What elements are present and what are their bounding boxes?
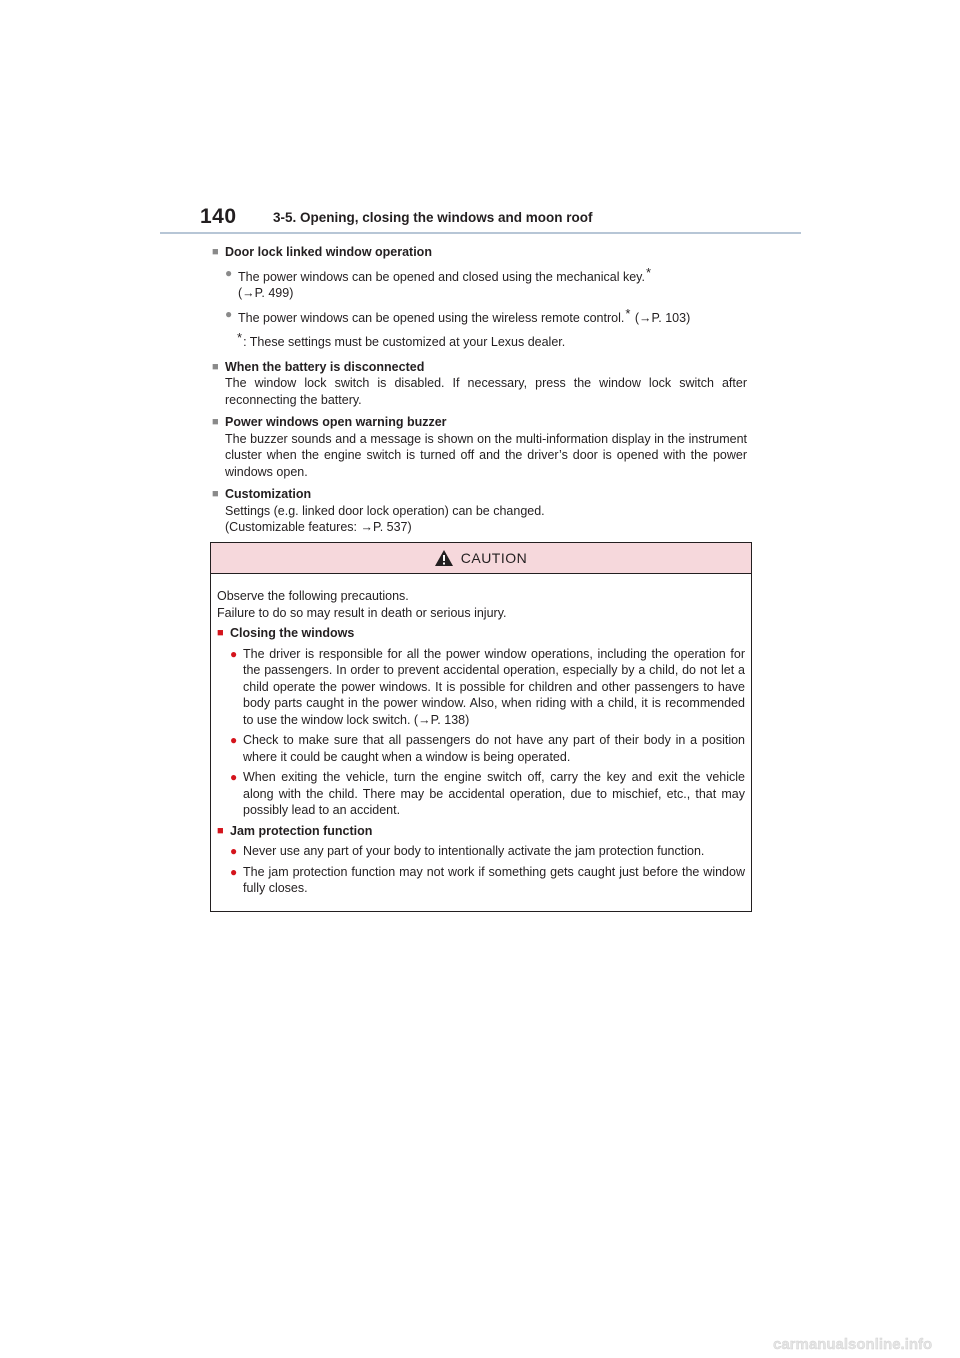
watermark-text: carmanualsonline.info: [773, 1336, 933, 1353]
caution-heading: ■ Closing the windows: [217, 626, 355, 640]
caution-intro: Observe the following precautions. Failure to do so may result in death or serious injury.: [217, 589, 507, 620]
list-item: ● The driver is responsible for all the power window operations, including the operation for the passengers. In order to prevent accidental operation, especially by a child, do not let a child operate the power windows. It is possible for children and other passengers to have body parts caught in the power window. Also, when riding with a child, it is recommended to use the window lock switch. (→P. 138): [230, 646, 745, 727]
asterisk-icon: *: [237, 330, 243, 345]
circle-bullet-icon: ●: [230, 844, 238, 858]
caution-title: CAUTION: [460, 550, 528, 566]
circle-bullet-icon: ●: [225, 306, 233, 321]
circle-bullet-icon: ●: [230, 646, 238, 661]
square-bullet-icon: ■: [212, 360, 219, 373]
caution-header: [211, 543, 751, 574]
section-title: 3-5. Opening, closing the windows and moon roof: [273, 210, 593, 225]
circle-bullet-icon: ●: [230, 733, 238, 747]
list-item: ● The jam protection function may not work if something gets caught just before the window fully closes.: [230, 864, 745, 895]
warning-triangle-icon: [435, 550, 453, 566]
main-content: [212, 244, 747, 536]
footnote: *: These settings must be customized at your Lexus dealer.: [237, 330, 566, 349]
paragraph: The buzzer sounds and a message is shown on the multi-information display in the instrument cluster when the engine switch is turned off and the driver’s door is opened with the power windows open.: [225, 431, 747, 479]
caution-box: [210, 542, 752, 912]
square-bullet-icon: ■: [212, 416, 219, 428]
watermark-logo: [773, 1335, 953, 1353]
asterisk-icon: *: [645, 264, 652, 280]
circle-bullet-icon: ●: [230, 770, 238, 784]
page-number: 140: [200, 205, 237, 228]
paragraph: Settings (e.g. linked door lock operation) can be changed. (Customizable features: →P. 537): [225, 503, 545, 534]
list-item: ● The power windows can be opened using the wireless remote control.* (→P. 103): [225, 305, 691, 325]
section-heading: ■ When the battery is disconnected: [212, 359, 425, 374]
square-bullet-icon: ■: [212, 246, 219, 258]
header-rule: [160, 232, 801, 234]
paragraph: The window lock switch is disabled. If necessary, press the window lock switch after reconnecting the battery.: [225, 376, 747, 407]
list-item: ● When exiting the vehicle, turn the engine switch off, carry the key and exit the vehicle along with the child. There may be accidental operation, due to mischief, etc., that may possibly lead to an accident.: [230, 770, 745, 817]
list-item: ● Never use any part of your body to intentionally activate the jam protection function.: [230, 844, 705, 858]
page-header: [200, 205, 800, 233]
section-heading: ■ Power windows open warning buzzer: [212, 415, 447, 429]
list-item: ● The power windows can be opened and closed using the mechanical key.* (→P. 499): [225, 264, 652, 300]
square-bullet-icon: ■: [217, 824, 224, 837]
caution-heading: ■ Jam protection function: [217, 823, 373, 838]
caution-body: [211, 574, 751, 897]
square-bullet-icon: ■: [217, 627, 224, 639]
list-item: ● Check to make sure that all passengers do not have any part of their body in a position where it could be caught when a window is being operated.: [230, 733, 745, 764]
square-bullet-icon: ■: [212, 488, 219, 500]
section-heading: ■ Customization: [212, 487, 312, 501]
asterisk-icon: *: [625, 305, 631, 321]
circle-bullet-icon: ●: [230, 864, 238, 879]
circle-bullet-icon: ●: [225, 265, 233, 280]
section-heading: ■ Door lock linked window operation: [212, 245, 432, 259]
